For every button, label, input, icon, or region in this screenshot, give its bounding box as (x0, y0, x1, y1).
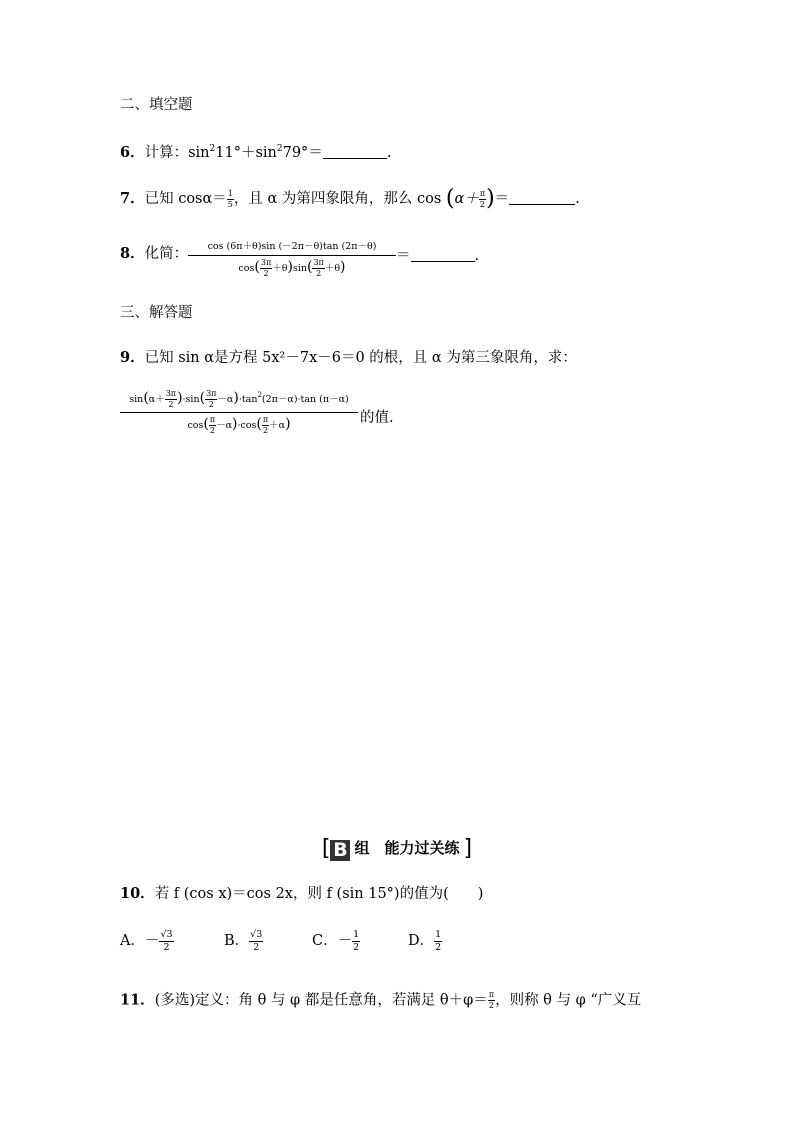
section-title-answer: 三、解答题 (120, 305, 193, 321)
fraction: $\frac{1}{5}$ (227, 188, 233, 209)
answer-blank[interactable] (411, 247, 475, 262)
answer-blank[interactable] (509, 190, 575, 205)
fraction-denominator: cos( $\frac{\pi}{2}$ －α)·cos( $\frac{\pi}{2}$ ＋α) (120, 412, 358, 435)
question-number: 6． (120, 144, 145, 161)
option-c[interactable]: C．－ $\frac{1}{2}$ (312, 929, 360, 953)
fraction: $\frac{\pi}{2}$ (479, 188, 486, 209)
question-10: 10．若 f (cos x)＝cos 2x，则 f (sin 15°)的值为( ) (120, 885, 484, 902)
question-number: 11． (120, 991, 155, 1009)
question-number: 7． (120, 190, 145, 207)
option-d[interactable]: D． $\frac{1}{2}$ (408, 929, 442, 953)
fraction-numerator: sin(α＋ $\frac{3\pi}{2}$ )·sin( $\frac{3\pi}{2}$ $-\alpha)\cdot\tan^2(2\pi-\alpha)\cdot\tan$ (π－α) (129, 389, 349, 409)
question-9: 9．已知 sin α是方程 5x²－7x－6＝0 的根，且 α 为第三象限角，求： (120, 349, 577, 366)
question-8-answer: ＝ . (396, 248, 480, 264)
question-7: 7．已知 cosα＝ $\frac{1}{5}$ ，且 α 为第四象限角，那么 cos (α＋ $\frac{\pi}{2}$ )＝ . (120, 186, 580, 211)
question-6: 6．计算：$\sin^211^\circ+\sin^279^\circ=$ . (120, 144, 392, 161)
question-10-options (120, 930, 442, 952)
option-b[interactable]: B． $\frac{√3}{2}$ (224, 929, 263, 953)
question-number: 9． (120, 349, 145, 366)
section-title-fill-blank: 二、填空题 (120, 97, 193, 113)
fraction-numerator: cos (6π＋θ)sin (－2π－θ)tan (2π－θ) (207, 241, 377, 252)
fraction-denominator: cos( $\frac{3\pi}{2}$ ＋θ)sin( $\frac{3\pi}{2}$ ＋θ) (188, 255, 396, 278)
question-8-fraction (188, 238, 396, 278)
question-9-tail: 的值. (360, 410, 394, 426)
question-11: 11．(多选)定义：角 θ 与 φ 都是任意角，若满足 θ＋φ＝ $\frac{\pi}{2}$ ，则称 θ 与 φ “广义互 (120, 990, 642, 1010)
section-b-heading: [ B 组 能力过关练 ] (321, 836, 473, 861)
question-number: 10． (120, 885, 155, 902)
question-number: 8． (120, 245, 145, 262)
fraction: $\frac{\pi}{2}$ (488, 990, 495, 1010)
question-9-fraction (120, 390, 358, 435)
question-8-label: 8．化简： (120, 245, 189, 262)
group-b-badge: B (330, 840, 350, 861)
answer-blank[interactable] (323, 144, 387, 159)
option-a[interactable]: A．－ $\frac{√3}{2}$ (120, 929, 173, 953)
